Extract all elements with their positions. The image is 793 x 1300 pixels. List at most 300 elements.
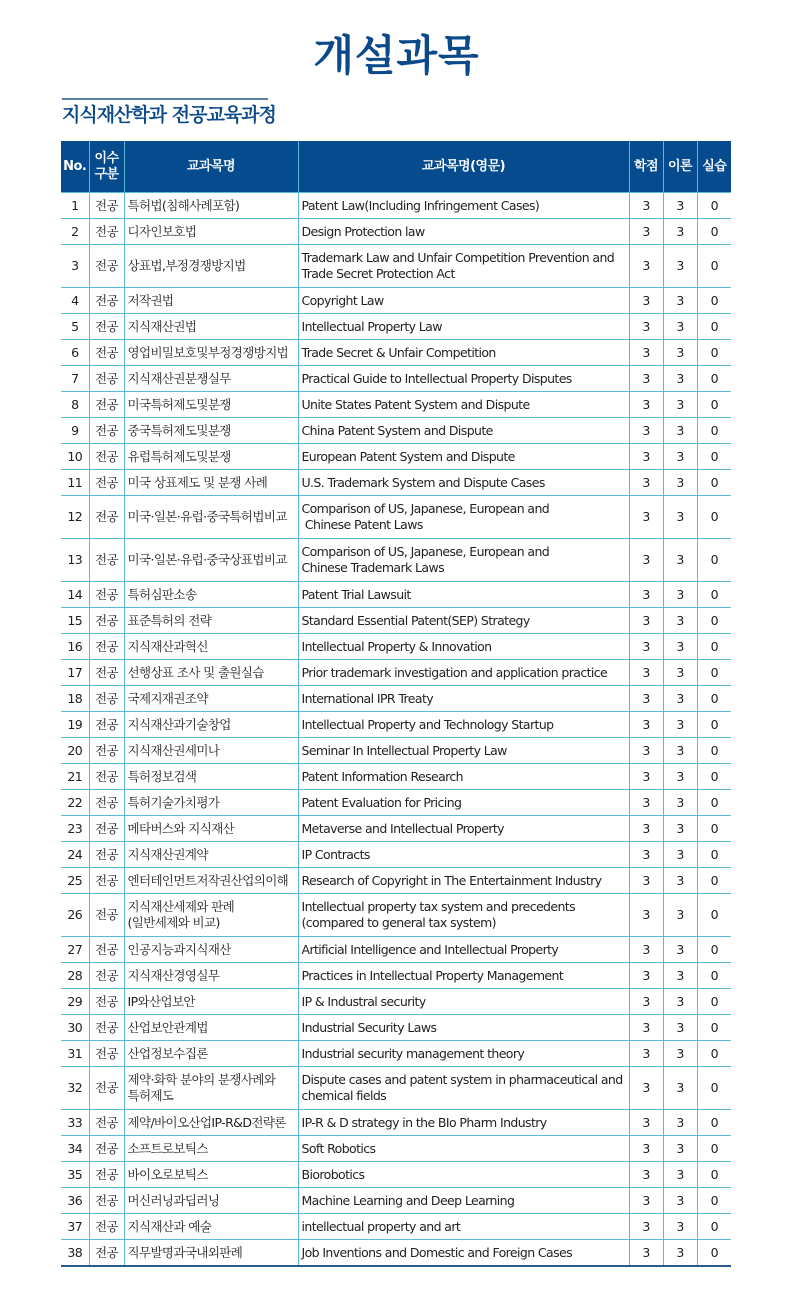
cell-theory: 3 (663, 288, 697, 314)
cell-course-name-ko: 지식재산권분쟁실무 (124, 366, 298, 392)
cell-course-type: 전공 (89, 1041, 124, 1067)
cell-theory: 3 (663, 1188, 697, 1214)
cell-no: 33 (61, 1110, 89, 1136)
cell-course-type: 전공 (89, 634, 124, 660)
cell-course-type: 전공 (89, 193, 124, 219)
cell-theory: 3 (663, 366, 697, 392)
cell-no: 38 (61, 1240, 89, 1267)
cell-credits: 3 (629, 1110, 663, 1136)
cell-practice: 0 (697, 1214, 731, 1240)
cell-practice: 0 (697, 686, 731, 712)
cell-course-type: 전공 (89, 660, 124, 686)
cell-theory: 3 (663, 1136, 697, 1162)
cell-practice: 0 (697, 842, 731, 868)
cell-credits: 3 (629, 1240, 663, 1267)
cell-course-name-ko: 소프트로보틱스 (124, 1136, 298, 1162)
cell-practice: 0 (697, 314, 731, 340)
cell-course-name-en: Research of Copyright in The Entertainment Industry (298, 868, 629, 894)
table-row (61, 366, 731, 392)
cell-no: 2 (61, 219, 89, 245)
cell-course-name-en: Trade Secret & Unfair Competition (298, 340, 629, 366)
header-theory: 이론 (663, 141, 697, 193)
cell-no: 25 (61, 868, 89, 894)
table-row (61, 288, 731, 314)
cell-course-name-en: Biorobotics (298, 1162, 629, 1188)
header-no: No. (61, 141, 89, 193)
cell-no: 28 (61, 963, 89, 989)
cell-theory: 3 (663, 1162, 697, 1188)
cell-course-type: 전공 (89, 937, 124, 963)
cell-course-name-ko: 메타버스와 지식재산 (124, 816, 298, 842)
cell-theory: 3 (663, 712, 697, 738)
cell-theory: 3 (663, 1214, 697, 1240)
cell-course-name-ko: 지식재산권법 (124, 314, 298, 340)
cell-course-name-ko: 특허심판소송 (124, 582, 298, 608)
cell-course-name-ko: 중국특허제도및분쟁 (124, 418, 298, 444)
cell-theory: 3 (663, 963, 697, 989)
cell-credits: 3 (629, 1015, 663, 1041)
cell-course-name-ko: 선행상표 조사 및 출원실습 (124, 660, 298, 686)
cell-practice: 0 (697, 366, 731, 392)
cell-credits: 3 (629, 764, 663, 790)
table-row (61, 816, 731, 842)
cell-theory: 3 (663, 539, 697, 582)
cell-practice: 0 (697, 219, 731, 245)
cell-credits: 3 (629, 738, 663, 764)
cell-no: 27 (61, 937, 89, 963)
cell-practice: 0 (697, 1240, 731, 1267)
cell-course-type: 전공 (89, 894, 124, 937)
cell-no: 34 (61, 1136, 89, 1162)
cell-course-type: 전공 (89, 340, 124, 366)
cell-no: 31 (61, 1041, 89, 1067)
cell-credits: 3 (629, 470, 663, 496)
cell-theory: 3 (663, 1041, 697, 1067)
cell-course-name-en: Patent Evaluation for Pricing (298, 790, 629, 816)
cell-practice: 0 (697, 288, 731, 314)
cell-credits: 3 (629, 418, 663, 444)
cell-course-type: 전공 (89, 470, 124, 496)
cell-course-name-en: Prior trademark investigation and application practice (298, 660, 629, 686)
cell-course-name-ko: 미국·일본·유럽·중국특허법비교 (124, 496, 298, 539)
cell-practice: 0 (697, 937, 731, 963)
cell-course-name-en: Patent Information Research (298, 764, 629, 790)
cell-course-name-ko: 인공지능과지식재산 (124, 937, 298, 963)
cell-course-type: 전공 (89, 582, 124, 608)
table-row (61, 712, 731, 738)
cell-theory: 3 (663, 418, 697, 444)
cell-credits: 3 (629, 868, 663, 894)
cell-no: 4 (61, 288, 89, 314)
cell-theory: 3 (663, 660, 697, 686)
cell-course-type: 전공 (89, 392, 124, 418)
cell-no: 15 (61, 608, 89, 634)
cell-credits: 3 (629, 712, 663, 738)
cell-theory: 3 (663, 392, 697, 418)
cell-course-name-en: Machine Learning and Deep Learning (298, 1188, 629, 1214)
cell-practice: 0 (697, 340, 731, 366)
cell-no: 8 (61, 392, 89, 418)
cell-practice: 0 (697, 963, 731, 989)
cell-theory: 3 (663, 193, 697, 219)
cell-course-name-ko: 제약/바이오산업IP-R&D전략론 (124, 1110, 298, 1136)
cell-no: 3 (61, 245, 89, 288)
cell-course-name-ko: 지식재산과혁신 (124, 634, 298, 660)
cell-practice: 0 (697, 496, 731, 539)
table-row (61, 193, 731, 219)
cell-course-name-en: Practices in Intellectual Property Management (298, 963, 629, 989)
table-row (61, 1015, 731, 1041)
cell-course-name-ko: 지식재산과기술창업 (124, 712, 298, 738)
cell-no: 19 (61, 712, 89, 738)
cell-course-name-ko: 특허정보검색 (124, 764, 298, 790)
cell-course-type: 전공 (89, 418, 124, 444)
table-row (61, 634, 731, 660)
cell-credits: 3 (629, 660, 663, 686)
cell-practice: 0 (697, 582, 731, 608)
cell-theory: 3 (663, 1240, 697, 1267)
cell-practice: 0 (697, 1188, 731, 1214)
cell-credits: 3 (629, 842, 663, 868)
header-course-type-line1: 이수 (94, 150, 119, 166)
table-row (61, 340, 731, 366)
cell-credits: 3 (629, 219, 663, 245)
cell-course-name-ko: 지식재산권계약 (124, 842, 298, 868)
cell-course-type: 전공 (89, 1240, 124, 1267)
cell-course-name-ko: 지식재산권세미나 (124, 738, 298, 764)
cell-course-type: 전공 (89, 288, 124, 314)
cell-course-name-en: Unite States Patent System and Dispute (298, 392, 629, 418)
cell-practice: 0 (697, 245, 731, 288)
cell-course-type: 전공 (89, 219, 124, 245)
table-row (61, 314, 731, 340)
cell-course-name-en: IP-R & D strategy in the BIo Pharm Industry (298, 1110, 629, 1136)
cell-course-name-en: U.S. Trademark System and Dispute Cases (298, 470, 629, 496)
cell-credits: 3 (629, 1162, 663, 1188)
cell-credits: 3 (629, 1188, 663, 1214)
cell-course-name-ko: 국제지재권조약 (124, 686, 298, 712)
cell-theory: 3 (663, 582, 697, 608)
header-course-type-line2: 구분 (94, 166, 119, 182)
cell-course-type: 전공 (89, 1015, 124, 1041)
header-credits: 학점 (629, 141, 663, 193)
cell-practice: 0 (697, 470, 731, 496)
cell-course-type: 전공 (89, 790, 124, 816)
cell-no: 23 (61, 816, 89, 842)
header-course-type (89, 141, 124, 193)
cell-course-name-en: Industrial Security Laws (298, 1015, 629, 1041)
cell-course-name-ko: 특허기술가치평가 (124, 790, 298, 816)
cell-course-name-en: Soft Robotics (298, 1136, 629, 1162)
cell-course-name-ko: 지식재산세제와 판례 (일반세제와 비교) (124, 894, 298, 937)
cell-credits: 3 (629, 1136, 663, 1162)
cell-practice: 0 (697, 790, 731, 816)
table-row (61, 392, 731, 418)
cell-practice: 0 (697, 418, 731, 444)
cell-course-type: 전공 (89, 816, 124, 842)
cell-course-type: 전공 (89, 245, 124, 288)
cell-practice: 0 (697, 1110, 731, 1136)
cell-no: 17 (61, 660, 89, 686)
cell-course-type: 전공 (89, 496, 124, 539)
cell-course-name-en: IP & Industral security (298, 989, 629, 1015)
cell-course-name-ko: 디자인보호법 (124, 219, 298, 245)
table-row (61, 1041, 731, 1067)
table-row (61, 1188, 731, 1214)
cell-credits: 3 (629, 634, 663, 660)
cell-credits: 3 (629, 444, 663, 470)
cell-no: 26 (61, 894, 89, 937)
cell-credits: 3 (629, 989, 663, 1015)
table-row (61, 686, 731, 712)
cell-course-name-ko: 영업비밀보호및부정경쟁방지법 (124, 340, 298, 366)
cell-course-name-ko: 엔터테인먼트저작권산업의이해 (124, 868, 298, 894)
cell-no: 7 (61, 366, 89, 392)
cell-course-name-ko: 유럽특허제도및분쟁 (124, 444, 298, 470)
cell-credits: 3 (629, 539, 663, 582)
table-row (61, 937, 731, 963)
cell-practice: 0 (697, 1041, 731, 1067)
table-row (61, 660, 731, 686)
table-row (61, 989, 731, 1015)
cell-credits: 3 (629, 1041, 663, 1067)
cell-no: 9 (61, 418, 89, 444)
cell-theory: 3 (663, 686, 697, 712)
cell-course-type: 전공 (89, 868, 124, 894)
cell-course-name-ko: 미국특허제도및분쟁 (124, 392, 298, 418)
cell-course-name-ko: 미국 상표제도 및 분쟁 사례 (124, 470, 298, 496)
cell-course-type: 전공 (89, 842, 124, 868)
cell-theory: 3 (663, 634, 697, 660)
cell-theory: 3 (663, 989, 697, 1015)
cell-course-type: 전공 (89, 1214, 124, 1240)
cell-practice: 0 (697, 1015, 731, 1041)
table-row (61, 444, 731, 470)
cell-theory: 3 (663, 868, 697, 894)
cell-no: 13 (61, 539, 89, 582)
table-row (61, 963, 731, 989)
cell-practice: 0 (697, 608, 731, 634)
cell-course-name-en: Design Protection law (298, 219, 629, 245)
cell-theory: 3 (663, 842, 697, 868)
cell-course-name-en: Industrial security management theory (298, 1041, 629, 1067)
cell-no: 5 (61, 314, 89, 340)
table-row (61, 1110, 731, 1136)
table-row (61, 738, 731, 764)
cell-course-type: 전공 (89, 963, 124, 989)
cell-practice: 0 (697, 712, 731, 738)
cell-course-name-ko: 바이오로보틱스 (124, 1162, 298, 1188)
table-row (61, 842, 731, 868)
cell-course-name-ko: 직무발명과국내외판례 (124, 1240, 298, 1267)
table-row (61, 764, 731, 790)
cell-course-type: 전공 (89, 1067, 124, 1110)
cell-practice: 0 (697, 1067, 731, 1110)
cell-credits: 3 (629, 340, 663, 366)
cell-practice: 0 (697, 1136, 731, 1162)
cell-course-name-ko: 지식재산경영실무 (124, 963, 298, 989)
table-row (61, 582, 731, 608)
cell-no: 32 (61, 1067, 89, 1110)
cell-course-type: 전공 (89, 1136, 124, 1162)
cell-no: 10 (61, 444, 89, 470)
cell-credits: 3 (629, 366, 663, 392)
cell-practice: 0 (697, 660, 731, 686)
cell-theory: 3 (663, 764, 697, 790)
cell-course-name-en: intellectual property and art (298, 1214, 629, 1240)
cell-course-name-en: Intellectual Property and Technology Startup (298, 712, 629, 738)
cell-course-name-en: Artificial Intelligence and Intellectual Property (298, 937, 629, 963)
cell-no: 1 (61, 193, 89, 219)
curriculum-table (61, 141, 731, 1267)
cell-course-name-en: Standard Essential Patent(SEP) Strategy (298, 608, 629, 634)
header-course-name-ko: 교과목명 (124, 141, 298, 193)
cell-course-type: 전공 (89, 608, 124, 634)
cell-course-type: 전공 (89, 686, 124, 712)
cell-practice: 0 (697, 738, 731, 764)
cell-theory: 3 (663, 937, 697, 963)
cell-course-name-ko: IP와산업보안 (124, 989, 298, 1015)
cell-credits: 3 (629, 686, 663, 712)
cell-theory: 3 (663, 894, 697, 937)
cell-theory: 3 (663, 1110, 697, 1136)
cell-credits: 3 (629, 894, 663, 937)
cell-theory: 3 (663, 738, 697, 764)
cell-credits: 3 (629, 608, 663, 634)
section-title: 지식재산학과 전공교육과정 (62, 104, 276, 126)
table-row (61, 1162, 731, 1188)
cell-course-name-en: Trademark Law and Unfair Competition Prevention and Trade Secret Protection Act (298, 245, 629, 288)
cell-theory: 3 (663, 496, 697, 539)
header-practice: 실습 (697, 141, 731, 193)
cell-no: 37 (61, 1214, 89, 1240)
cell-no: 36 (61, 1188, 89, 1214)
section-divider (62, 98, 268, 100)
cell-practice: 0 (697, 392, 731, 418)
cell-course-name-ko: 특허법(침해사례포함) (124, 193, 298, 219)
cell-no: 11 (61, 470, 89, 496)
cell-no: 35 (61, 1162, 89, 1188)
cell-credits: 3 (629, 963, 663, 989)
cell-course-name-en: Practical Guide to Intellectual Property Disputes (298, 366, 629, 392)
table-row (61, 868, 731, 894)
cell-course-name-ko: 산업정보수집론 (124, 1041, 298, 1067)
cell-theory: 3 (663, 444, 697, 470)
cell-credits: 3 (629, 816, 663, 842)
table-row (61, 470, 731, 496)
cell-course-name-en: Intellectual Property & Innovation (298, 634, 629, 660)
cell-no: 12 (61, 496, 89, 539)
cell-course-name-en: European Patent System and Dispute (298, 444, 629, 470)
cell-course-type: 전공 (89, 1110, 124, 1136)
cell-credits: 3 (629, 790, 663, 816)
cell-course-type: 전공 (89, 366, 124, 392)
cell-course-name-ko: 미국·일본·유럽·중국상표법비교 (124, 539, 298, 582)
table-row (61, 1067, 731, 1110)
cell-practice: 0 (697, 634, 731, 660)
table-row (61, 539, 731, 582)
cell-course-type: 전공 (89, 764, 124, 790)
cell-no: 6 (61, 340, 89, 366)
cell-course-name-ko: 지식재산과 예술 (124, 1214, 298, 1240)
cell-course-name-en: Intellectual property tax system and precedents (compared to general tax system) (298, 894, 629, 937)
cell-credits: 3 (629, 1067, 663, 1110)
cell-no: 18 (61, 686, 89, 712)
cell-course-name-en: Patent Trial Lawsuit (298, 582, 629, 608)
cell-no: 22 (61, 790, 89, 816)
cell-practice: 0 (697, 193, 731, 219)
cell-practice: 0 (697, 764, 731, 790)
cell-practice: 0 (697, 539, 731, 582)
table-row (61, 219, 731, 245)
cell-course-type: 전공 (89, 1188, 124, 1214)
table-row (61, 418, 731, 444)
cell-no: 30 (61, 1015, 89, 1041)
cell-course-name-en: Patent Law(Including Infringement Cases) (298, 193, 629, 219)
cell-theory: 3 (663, 816, 697, 842)
page-title: 개설과목 (313, 31, 480, 80)
cell-theory: 3 (663, 340, 697, 366)
cell-no: 21 (61, 764, 89, 790)
cell-course-name-en: International IPR Treaty (298, 686, 629, 712)
cell-theory: 3 (663, 608, 697, 634)
cell-theory: 3 (663, 1067, 697, 1110)
cell-no: 24 (61, 842, 89, 868)
cell-theory: 3 (663, 245, 697, 288)
table-header-row (61, 141, 731, 193)
table-row (61, 608, 731, 634)
table-row (61, 496, 731, 539)
table-row (61, 1240, 731, 1267)
cell-course-name-ko: 머신러닝과딥러닝 (124, 1188, 298, 1214)
cell-practice: 0 (697, 444, 731, 470)
table-row (61, 894, 731, 937)
cell-theory: 3 (663, 1015, 697, 1041)
cell-theory: 3 (663, 219, 697, 245)
cell-course-name-en: Seminar In Intellectual Property Law (298, 738, 629, 764)
cell-course-name-ko: 저작권법 (124, 288, 298, 314)
cell-credits: 3 (629, 582, 663, 608)
table-row (61, 790, 731, 816)
cell-course-name-en: Dispute cases and patent system in pharmaceutical and chemical fields (298, 1067, 629, 1110)
cell-course-name-en: Job Inventions and Domestic and Foreign Cases (298, 1240, 629, 1267)
cell-no: 29 (61, 989, 89, 1015)
cell-theory: 3 (663, 790, 697, 816)
cell-no: 20 (61, 738, 89, 764)
cell-no: 14 (61, 582, 89, 608)
cell-credits: 3 (629, 392, 663, 418)
table-row (61, 245, 731, 288)
table-body (61, 193, 731, 1267)
cell-course-type: 전공 (89, 444, 124, 470)
cell-course-type: 전공 (89, 539, 124, 582)
header-course-name-en: 교과목명(영문) (298, 141, 629, 193)
cell-credits: 3 (629, 245, 663, 288)
cell-practice: 0 (697, 1162, 731, 1188)
cell-credits: 3 (629, 314, 663, 340)
cell-course-name-en: Metaverse and Intellectual Property (298, 816, 629, 842)
cell-course-name-en: China Patent System and Dispute (298, 418, 629, 444)
cell-credits: 3 (629, 937, 663, 963)
cell-course-name-ko: 표준특허의 전략 (124, 608, 298, 634)
cell-credits: 3 (629, 193, 663, 219)
cell-course-name-ko: 산업보안관계법 (124, 1015, 298, 1041)
cell-credits: 3 (629, 1214, 663, 1240)
cell-course-type: 전공 (89, 314, 124, 340)
cell-course-type: 전공 (89, 989, 124, 1015)
cell-course-name-en: IP Contracts (298, 842, 629, 868)
cell-course-name-en: Comparison of US, Japanese, European and Chinese Patent Laws (298, 496, 629, 539)
